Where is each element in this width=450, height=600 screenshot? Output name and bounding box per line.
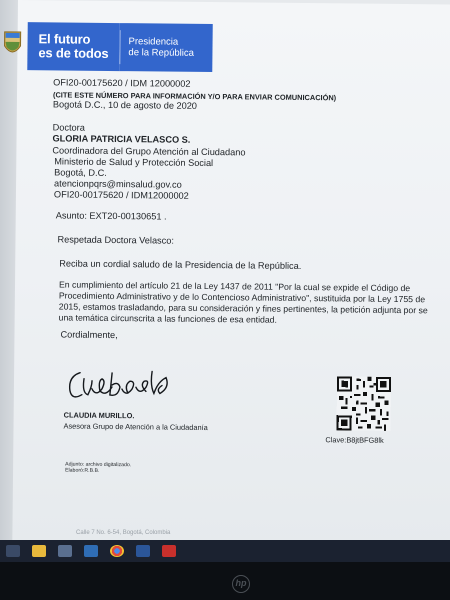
subject-line: Asunto: EXT20-00130651 . (55, 210, 167, 222)
signer-name: CLAUDIA MURILLO. (63, 410, 135, 421)
reference-number: OFI20-00175620 / IDM 12000002 (53, 77, 191, 89)
intro-paragraph: Reciba un cordial saludo de la Presidencia de la República. (59, 258, 302, 271)
banner-institution-line1: Presidencia (128, 36, 179, 48)
banner-slogan-line2: es de todos (38, 45, 109, 61)
store-icon[interactable] (58, 545, 72, 557)
government-banner (27, 22, 212, 72)
body-line-4: una temática circunscrita a las funciones de esa entidad. (58, 312, 277, 325)
recipient-city: Bogotá, D.C. (54, 167, 107, 178)
cite-note: (CITE ESTE NÚMERO PARA INFORMACIÓN Y/O PARA ENVIAR COMUNICACIÓN) (52, 90, 337, 103)
word-icon[interactable] (136, 545, 150, 557)
recipient-email: atencionpqrs@minsalud.gov.co (54, 178, 182, 190)
pdf-icon[interactable] (162, 545, 176, 557)
attachment-note: Adjunto: archivo digitalizado. (65, 461, 132, 469)
banner-slogan (27, 22, 119, 71)
signer-role: Asesora Grupo de Atención a la Ciudadanía (63, 421, 208, 433)
recipient-org: Ministerio de Salud y Protección Social (54, 156, 214, 169)
document-page (12, 0, 450, 550)
qr-key: Clave:B8jtBFG8lk (325, 435, 384, 445)
handwritten-signature (62, 358, 183, 409)
footer-address-partial: Calle 7 No. 6-54, Bogotá, Colombia (76, 530, 171, 536)
recipient-role: Coordinadora del Grupo Atención al Ciudadano (52, 145, 246, 158)
taskbar (0, 540, 450, 562)
qr-code-icon (336, 376, 393, 431)
banner-slogan-line1: El futuro (38, 31, 91, 47)
start-icon[interactable] (6, 545, 20, 557)
banner-institution-line2: de la República (128, 47, 195, 59)
body-line-2: Procedimiento Administrativo y de lo Contencioso Administrativo", sustituida por la Ley 1755 de (58, 290, 426, 305)
greeting: Respetada Doctora Velasco: (57, 234, 174, 246)
salutation-title: Doctora (52, 122, 85, 133)
hp-logo-icon: hp (232, 575, 250, 593)
closing: Cordialmente, (60, 329, 118, 341)
coat-of-arms-icon (1, 28, 23, 60)
recipient-name: GLORIA PATRICIA VELASCO S. (52, 133, 191, 145)
monitor-bezel (0, 562, 450, 600)
body-line-1: En cumplimiento del artículo 21 de la Ley 1437 de 2011 "Por la cual se expide el Código de (58, 279, 411, 294)
chrome-icon[interactable] (110, 545, 124, 557)
mail-icon[interactable] (84, 545, 98, 557)
letter-date: Bogotá D.C., 10 de agosto de 2020 (52, 99, 198, 111)
body-line-3: 2015, estamos trasladando, para su consideración y fines pertinentes, la petición adjunta por se (58, 301, 428, 316)
recipient-reference: OFI20-00175620 / IDM12000002 (53, 189, 189, 201)
file-explorer-icon[interactable] (32, 545, 46, 557)
banner-institution (119, 30, 212, 65)
prepared-by: Elaboró:R.B.B. (65, 467, 100, 474)
